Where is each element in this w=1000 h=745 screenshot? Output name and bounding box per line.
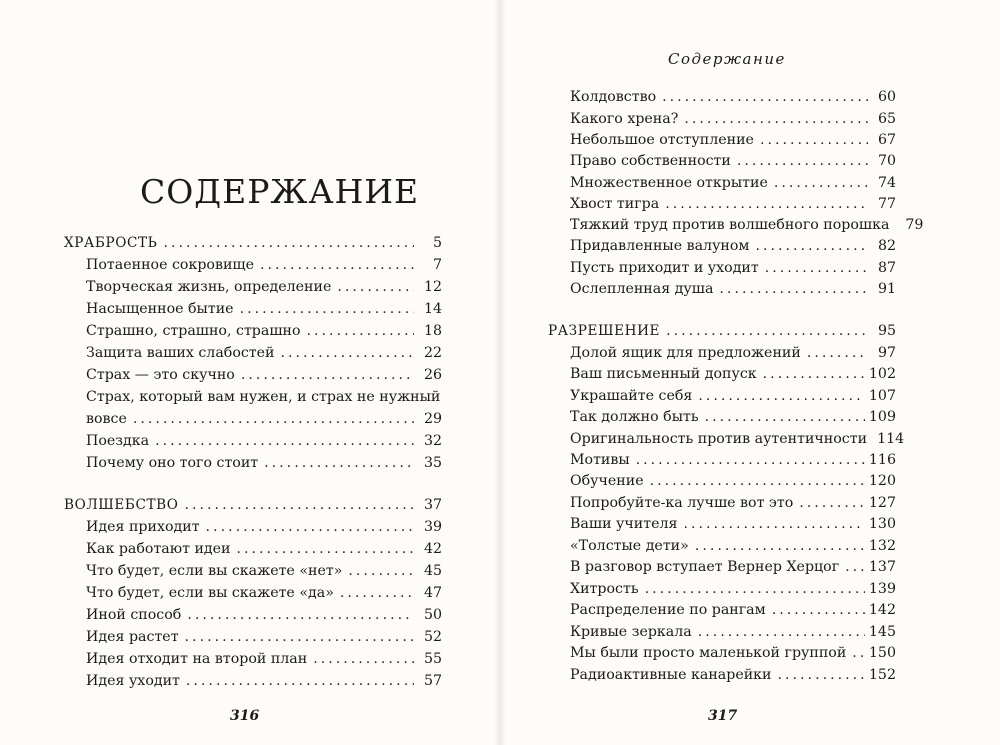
toc-entry[interactable] <box>64 298 442 320</box>
dot-leader <box>662 86 868 108</box>
toc-page-number: 132 <box>868 538 896 554</box>
toc-entry-title: Творческая жизнь, определение <box>86 279 332 295</box>
dot-leader <box>765 257 868 279</box>
dot-leader <box>698 385 865 407</box>
toc-page-number: 120 <box>868 473 896 489</box>
toc-page-number: 5 <box>432 235 442 251</box>
toc-entry[interactable] <box>548 535 896 557</box>
toc-entry-title: Оригинальность против аутентичности <box>570 431 868 447</box>
toc-page-number: 47 <box>423 585 442 601</box>
toc-entry-wrapped-line1[interactable] <box>64 386 442 408</box>
toc-page-number: 142 <box>868 602 896 618</box>
dot-leader <box>348 560 414 582</box>
toc-section-magic[interactable] <box>64 494 442 516</box>
dot-leader <box>666 320 868 342</box>
dot-leader <box>845 556 865 578</box>
toc-section-title: ВОЛШЕБСТВО <box>64 497 179 513</box>
toc-entry[interactable] <box>64 604 442 626</box>
dot-leader <box>778 664 865 686</box>
toc-section-courage[interactable] <box>64 232 442 254</box>
dot-leader <box>241 364 414 386</box>
dot-leader <box>155 430 414 452</box>
toc-page-number: 150 <box>868 645 896 661</box>
toc-entry[interactable] <box>548 257 896 279</box>
toc-page-number: 74 <box>877 175 896 191</box>
dot-leader <box>206 516 414 538</box>
toc-entry-title: Потаенное сокровище <box>86 257 254 273</box>
toc-entry-title: Колдовство <box>570 89 657 105</box>
toc-entry-title-continued: вовсе <box>86 411 127 427</box>
toc-entry[interactable] <box>548 556 896 578</box>
toc-entry[interactable] <box>548 129 896 151</box>
toc-entry-title: Мотивы <box>570 452 630 468</box>
toc-entry-title: Так должно быть <box>570 409 699 425</box>
toc-entry-title: Хвост тигра <box>570 196 660 212</box>
toc-entry[interactable] <box>548 470 896 492</box>
dot-leader <box>133 408 414 430</box>
toc-page-number: 77 <box>877 196 896 212</box>
toc-entry-title: В разговор вступает Вернер Херцог <box>570 559 840 575</box>
toc-entry[interactable] <box>548 406 896 428</box>
dot-leader <box>737 150 868 172</box>
toc-entry[interactable] <box>548 363 896 385</box>
toc-page-number: 12 <box>423 279 442 295</box>
dot-leader <box>799 492 865 514</box>
toc-entry-title: Украшайте себя <box>570 388 693 404</box>
toc-entry-title: Насыщенное бытие <box>86 301 234 317</box>
running-head: Содержание <box>668 50 786 68</box>
toc-page-number: 55 <box>423 651 442 667</box>
toc-entry[interactable] <box>64 364 442 386</box>
toc-entry[interactable] <box>548 235 896 257</box>
toc-entry[interactable] <box>548 492 896 514</box>
toc-entry[interactable] <box>548 86 896 108</box>
dot-leader <box>307 320 414 342</box>
toc-entry-title: Придавленные валуном <box>570 238 750 254</box>
toc-entry[interactable] <box>548 664 896 686</box>
toc-page-number: 87 <box>877 260 896 276</box>
toc-page-number: 114 <box>877 431 905 447</box>
toc-entry-title: Ваш письменный допуск <box>570 366 757 382</box>
dot-leader <box>340 582 414 604</box>
dot-leader <box>698 621 865 643</box>
toc-page-number: 79 <box>905 217 924 233</box>
toc-entry-title: Пусть приходит и уходит <box>570 260 759 276</box>
toc-page-number: 130 <box>868 516 896 532</box>
dot-leader <box>645 578 865 600</box>
toc-entry[interactable] <box>64 342 442 364</box>
toc-page-number: 82 <box>877 238 896 254</box>
toc-entry[interactable] <box>548 449 896 471</box>
toc-entry-title: Что будет, если вы скажете «да» <box>86 585 334 601</box>
dot-leader <box>755 235 868 257</box>
toc-page-number: 29 <box>423 411 442 427</box>
toc-entry[interactable] <box>64 582 442 604</box>
toc-entry-title: Идея уходит <box>86 673 180 689</box>
toc-section-permission[interactable] <box>548 320 896 342</box>
toc-entry[interactable] <box>548 108 896 130</box>
toc-entry-title: Распределение по рангам <box>570 602 766 618</box>
toc-entry-title: Как работают идеи <box>86 541 231 557</box>
toc-entry[interactable] <box>548 193 896 215</box>
dot-leader <box>636 449 865 471</box>
dot-leader <box>760 129 868 151</box>
dot-leader <box>665 193 868 215</box>
toc-entry-title: Хитрость <box>570 581 639 597</box>
toc-entry[interactable] <box>548 578 896 600</box>
toc-entry[interactable] <box>548 428 905 450</box>
toc-entry[interactable] <box>64 430 442 452</box>
page-number: 316 <box>230 708 260 724</box>
dot-leader <box>852 642 865 664</box>
toc-entry[interactable] <box>548 513 896 535</box>
toc-page-number: 127 <box>868 495 896 511</box>
toc-entry[interactable] <box>64 320 442 342</box>
toc-page-number: 37 <box>423 497 442 513</box>
toc-page-number: 22 <box>423 345 442 361</box>
dot-leader <box>185 494 414 516</box>
toc-page-number: 137 <box>868 559 896 575</box>
toc-page-number: 65 <box>877 111 896 127</box>
toc-entry-title: Идея отходит на второй план <box>86 651 308 667</box>
right-page <box>500 0 1000 745</box>
toc-entry[interactable] <box>548 342 896 364</box>
dot-leader <box>187 604 414 626</box>
toc-page-number: 67 <box>877 132 896 148</box>
toc-section-title: ХРАБРОСТЬ <box>64 235 158 251</box>
dot-leader <box>683 513 864 535</box>
toc-page-number: 32 <box>423 433 442 449</box>
toc-entry-title: Страшно, страшно, страшно <box>86 323 301 339</box>
toc-entry[interactable] <box>548 599 896 621</box>
toc-entry-wrapped-line2[interactable] <box>64 408 442 430</box>
toc-entry-title: Ваши учителя <box>570 516 678 532</box>
toc-entry[interactable] <box>548 621 896 643</box>
toc-section-title: РАЗРЕШЕНИЕ <box>548 323 661 339</box>
toc-entry-title: Небольшое отступление <box>570 132 754 148</box>
dot-leader <box>281 342 414 364</box>
page-title: СОДЕРЖАНИЕ <box>140 172 420 212</box>
toc-entry-title: Защита ваших слабостей <box>86 345 275 361</box>
toc-entry-title: «Толстые дети» <box>570 538 689 554</box>
toc-page-number: 60 <box>877 89 896 105</box>
toc-page-number: 102 <box>868 366 896 382</box>
toc-entry[interactable] <box>548 150 896 172</box>
toc-entry[interactable] <box>64 276 442 298</box>
toc-page-number: 39 <box>423 519 442 535</box>
toc-entry[interactable] <box>548 172 896 194</box>
page-number: 317 <box>708 708 738 724</box>
toc-entry-title: Обучение <box>570 473 644 489</box>
toc-entry-title: Кривые зеркала <box>570 624 692 640</box>
toc-page-number: 7 <box>432 257 442 273</box>
toc-entry-title: Радиоактивные канарейки <box>570 667 772 683</box>
toc-page-number: 70 <box>877 153 896 169</box>
toc-entry[interactable] <box>64 560 442 582</box>
toc-entry-title: Страх — это скучно <box>86 367 235 383</box>
toc-entry[interactable] <box>548 214 924 236</box>
toc-entry[interactable] <box>64 648 442 670</box>
toc-page-number: 139 <box>868 581 896 597</box>
toc-entry-title: Иной способ <box>86 607 182 623</box>
toc-page-number: 95 <box>877 323 896 339</box>
dot-leader <box>337 276 414 298</box>
dot-leader <box>163 232 414 254</box>
toc-page-number: 18 <box>423 323 442 339</box>
toc-entry-title: Попробуйте-ка лучше вот это <box>570 495 794 511</box>
dot-leader <box>264 452 414 474</box>
toc-page-number: 107 <box>868 388 896 404</box>
toc-entry[interactable] <box>64 254 442 276</box>
toc-entry-title: Почему оно того стоит <box>86 455 259 471</box>
dot-leader <box>185 626 414 648</box>
toc-page-number: 57 <box>423 673 442 689</box>
toc-page-number: 14 <box>423 301 442 317</box>
toc-page-number: 91 <box>877 281 896 297</box>
toc-page-number: 97 <box>877 345 896 361</box>
toc-page-number: 152 <box>868 667 896 683</box>
toc-page-number: 50 <box>423 607 442 623</box>
dot-leader <box>774 172 868 194</box>
toc-page-number: 45 <box>423 563 442 579</box>
dot-leader <box>684 108 868 130</box>
toc-entry[interactable] <box>548 642 896 664</box>
toc-entry-title: Тяжкий труд против волшебного порошка <box>570 217 890 233</box>
toc-page-number: 35 <box>423 455 442 471</box>
dot-leader <box>705 406 865 428</box>
toc-entry-title: Ослепленная душа <box>570 281 714 297</box>
dot-leader <box>650 470 865 492</box>
toc-entry[interactable] <box>548 385 896 407</box>
toc-entry[interactable] <box>64 670 442 692</box>
dot-leader <box>772 599 865 621</box>
dot-leader <box>313 648 414 670</box>
toc-page-number: 109 <box>868 409 896 425</box>
toc-page-number: 52 <box>423 629 442 645</box>
dot-leader <box>186 670 414 692</box>
dot-leader <box>237 538 414 560</box>
dot-leader <box>695 535 865 557</box>
toc-page-number: 145 <box>868 624 896 640</box>
dot-leader <box>763 363 865 385</box>
toc-page-number: 42 <box>423 541 442 557</box>
toc-entry-title: Поездка <box>86 433 150 449</box>
toc-entry-title: Что будет, если вы скажете «нет» <box>86 563 343 579</box>
toc-entry[interactable] <box>64 538 442 560</box>
dot-leader <box>240 298 414 320</box>
toc-entry[interactable] <box>64 626 442 648</box>
toc-entry-title: Множественное открытие <box>570 175 768 191</box>
toc-entry[interactable] <box>64 516 442 538</box>
dot-leader <box>260 254 414 276</box>
toc-entry-title: Идея растет <box>86 629 179 645</box>
toc-entry-title: Право собственности <box>570 153 731 169</box>
dot-leader <box>719 278 868 300</box>
toc-entry-title: Страх, который вам нужен, и страх не нужный <box>86 389 441 405</box>
toc-entry-title: Идея приходит <box>86 519 200 535</box>
toc-page-number: 26 <box>423 367 442 383</box>
dot-leader <box>807 342 868 364</box>
toc-entry-title: Долой ящик для предложений <box>570 345 801 361</box>
toc-page-number: 116 <box>868 452 896 468</box>
toc-entry[interactable] <box>548 278 896 300</box>
toc-entry-title: Какого хрена? <box>570 111 679 127</box>
toc-entry-title: Мы были просто маленькой группой <box>570 645 847 661</box>
toc-entry[interactable] <box>64 452 442 474</box>
